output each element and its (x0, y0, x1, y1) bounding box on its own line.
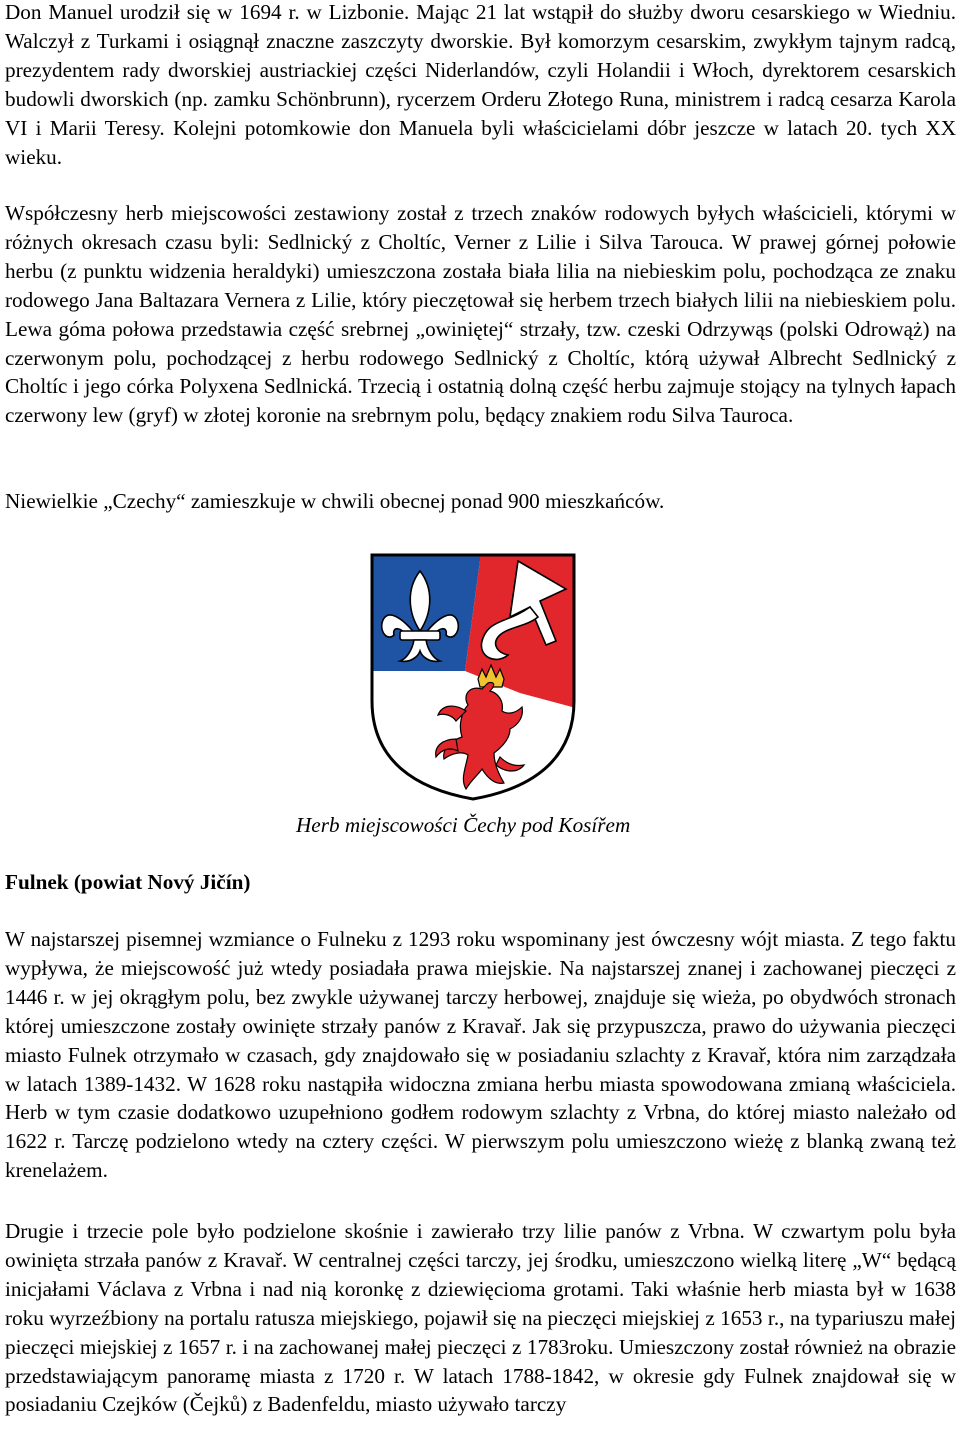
section-heading-fulnek (5, 868, 250, 897)
figure-caption: Herb miejscowości Čechy pod Kosířem (296, 813, 631, 837)
coat-of-arms-image (370, 553, 576, 801)
paragraph-coat-of-arms-description: Współczesny herb miejscowości zestawiony został z trzech znaków rodowych byłych właścicieli, którymi w różnych okresach czasu byli: Sedlnický z Choltíc, Verner z Lilie i Silva Tarouca. W prawej górnej połowie herbu (z punktu widzenia heraldyki) umieszczona została biała lilia na niebieskim polu, pochodząca ze znaku rodowego Jana Baltazara Vernera z Lilie, który pieczętował się herbem trzech białych lilii na niebieskiem polu. Lewa góma połowa przedstawia część srebrnej „owiniętej“ strzały, tzw. czeski Odrzywąs (polski Odrowąż) na czerwonym polu, pochodzącej z herbu rodowego Sedlnický z Choltíc, którą używał Albrecht Sedlnický z Choltíc i jego córka Polyxena Sedlnická. Trzecią i ostatnią dolną część herbu zajmuje stojący na tylnych łapach czerwony lew (gryf) w złotej koronie na srebrnym polu, będący znakiem rodu Silva Tauroca. (5, 201, 956, 428)
paragraph-fulnek-arms: Drugie i trzecie pole było podzielone skośnie i zawierało trzy lilie panów z Vrbna. W czwartym polu była owinięta strzała panów z Kravař. W centralnej części tarczy, jej środku, umieszczono wielką literę „W“ będącą inicjałami Václava z Vrbna i nad nią koronkę z dziewięcioma grotami. Taki właśnie herb miasta był w 1638 roku wyrzeźbiony na portalu ratusza miejskiego, pojawił się na pieczęci miejskiej z 1653 r., na typariuszu małej pieczęci miejskiej z 1657 r. i na zachowanej małej pieczęci z 1783roku. Umieszczony został również na obrazie przedstawiającym panoramę miasta z 1720 r. W latach 1788-1842, w okresie gdy Fulnek znajdował się w posiadaniu Czejków (Čejků) z Badenfeldu, miasto używało tarczy (5, 1219, 956, 1417)
paragraph-fulnek-history: W najstarszej pisemnej wzmiance o Fulneku z 1293 roku wspominany jest ówczesny wójt miasta. Z tego faktu wypływa, że miejscowość już wtedy posiadała prawa miejskie. Na najstarszej znanej i zachowanej pieczęci z 1446 r. w jej okrągłym polu, bez zwykle używanej tarczy herbowej, znajduje się wieża, po obydwóch stronach której umieszczone zostały owinięte strzały panów z Kravař. Jak się przypuszcza, prawo do używania pieczęci miasto Fulnek otrzymało w czasach, gdy znajdowało się w posiadaniu szlachty z Kravař, która nim zarządzała w latach 1389-1432. W 1628 roku nastąpiła widoczna zmiana herbu miasta spowodowana zmianą właściciela. Herb w tym czasie dodatkowo uzupełniono godłem rodowym szlachty z Vrbna, do której miasto należało od 1622 r. Tarczę podzielono wtedy na cztery części. W pierwszym polu umieszczono wieżę z blanką zwaną też krenelażem. (5, 927, 956, 1183)
section-heading-text: Fulnek (powiat Nový Jičín) (5, 870, 251, 894)
paragraph-population: Niewielkie „Czechy“ zamieszkuje w chwili obecnej ponad 900 mieszkańców. (5, 489, 665, 513)
paragraph-don-manuel: Don Manuel urodził się w 1694 r. w Lizbonie. Mając 21 lat wstąpił do służby dworu cesarskiego w Wiedniu. Walczył z Turkami i osiągnął znaczne zaszczyty dworskie. Był komorzym cesarskim, zwykłym tajnym radcą, prezydentem rady dworskiej austriackiej części Niderlandów, czyli Holandii i Włoch, dyrektorem cesarskich budowli dworskich (np. zamku Schönbrunn), rycerzem Orderu Złotego Runa, ministrem i radcą cesarza Karola VI i Marii Teresy. Kolejni potomkowie don Manuela byli właścicielami dóbr jeszcze w latach 20. tych XX wieku. (5, 0, 956, 169)
